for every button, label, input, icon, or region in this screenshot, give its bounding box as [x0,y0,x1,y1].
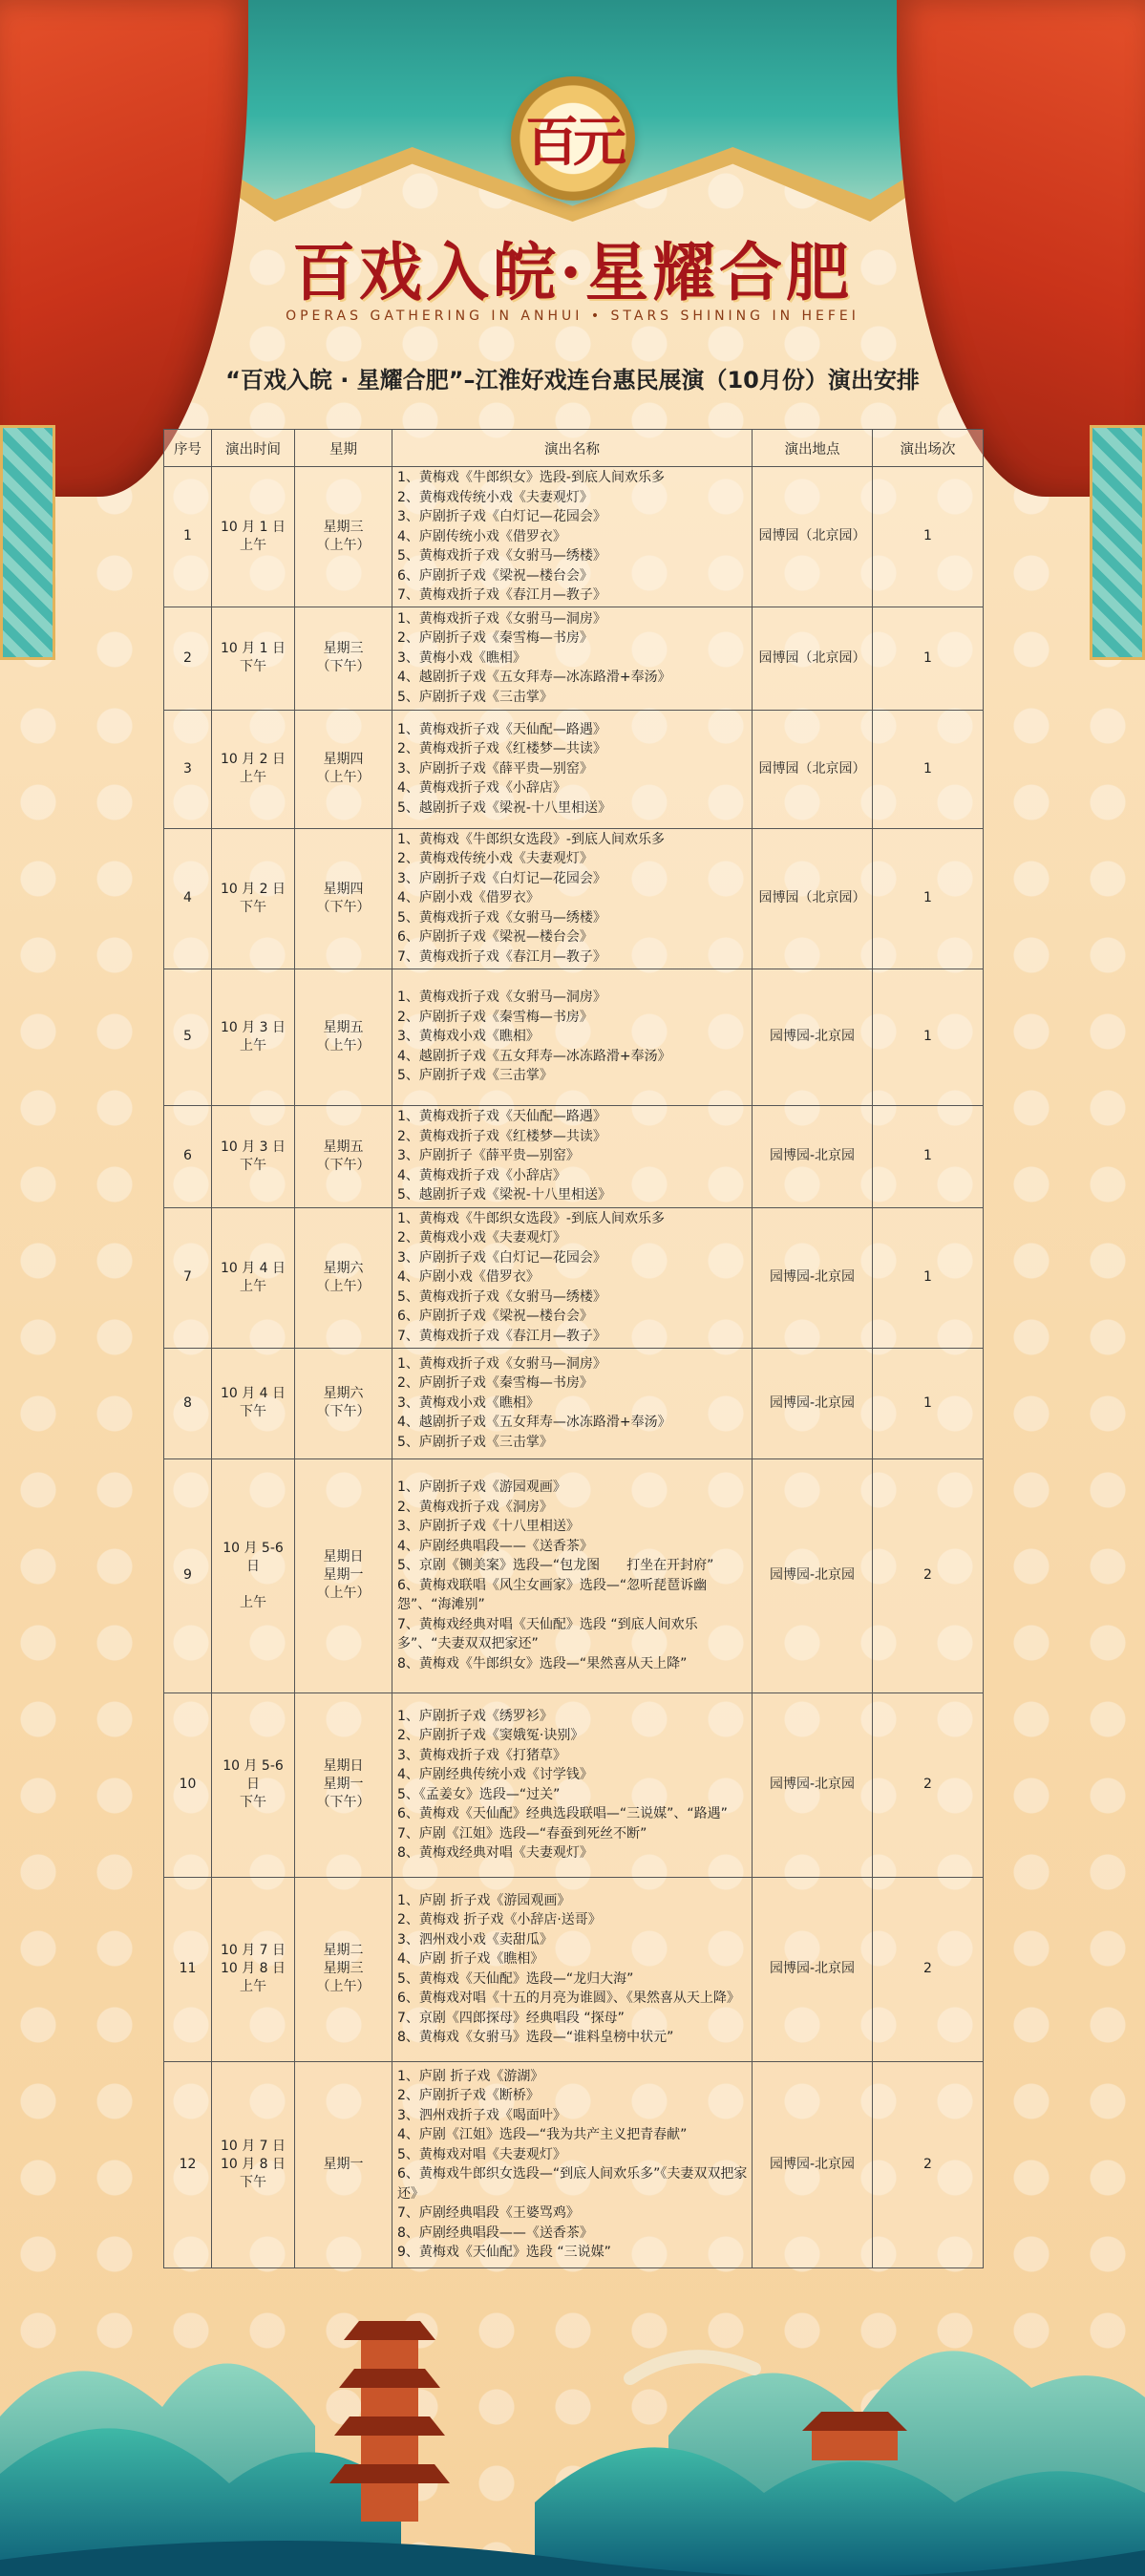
landscape-illustration [0,2273,1145,2576]
program-item: 3、黄梅戏折子戏《打猪草》 [397,1747,566,1763]
table-row [164,828,984,969]
program-item: 6、庐剧折子戏《梁祝—楼台会》 [397,929,593,946]
table-row [164,1692,984,1877]
weekday-line: （上午） [316,1586,371,1601]
program-item: 1、庐剧折子戏《游园观画》 [397,1480,566,1495]
weekday-cell [295,710,392,828]
weekday-line: 星期四 [323,752,364,767]
weekday-cell [295,1692,392,1877]
schedule-heading: “百戏入皖 · 星耀合肥”–江淮好戏连台惠民展演（10月份）演出安排 [225,367,920,394]
program-item: 9、黄梅戏《天仙配》选段 “三说媒” [397,2245,611,2260]
header-time: 演出时间 [212,430,295,467]
program-item: 2、黄梅戏折子戏《红楼梦—共读》 [397,741,606,757]
program-item: 3、泗州戏折子戏《喝面叶》 [397,2107,566,2123]
row-number-cell: 6 [164,1105,212,1207]
weekday-line: 星期日 [323,1758,364,1774]
program-item: 5、黄梅戏对唱《夫妻观灯》 [397,2146,566,2162]
program-item: 1、黄梅戏折子戏《女驸马—洞房》 [397,1355,606,1372]
program-item: 1、庐剧折子戏《绣罗衫》 [397,1708,553,1724]
opera-logo [511,76,635,201]
program-item: 5、黄梅戏折子戏《女驸马—绣楼》 [397,909,606,926]
time-line: 10 月 2 日 [220,752,286,767]
logo-text: 百元 [525,111,621,174]
program-item: 7、黄梅戏折子戏《春江月—教子》 [397,948,606,965]
program-item: 1、黄梅戏《牛郎织女选段》-到底人间欢乐多 [397,1210,665,1226]
program-item: 3、庐剧折子《薛平贵—别窑》 [397,1148,580,1164]
performance-time-cell [212,1458,295,1692]
table-row [164,969,984,1105]
time-line: 下午 [240,2174,266,2190]
schedule-table [163,429,984,2268]
weekday-cell [295,1348,392,1458]
program-item: 5、庐剧折子戏《三击掌》 [397,1434,553,1450]
program-item: 5、黄梅戏折子戏《女驸马—绣楼》 [397,1288,606,1305]
weekday-cell [295,1207,392,1348]
venue-cell: 园博园（北京园） [753,710,873,828]
weekday-line: 星期四 [323,881,364,897]
program-item: 2、黄梅戏小戏《夫妻观灯》 [397,1230,566,1246]
weekday-cell [295,1877,392,2061]
program-item: 4、庐剧经典唱段——《送香茶》 [397,1538,593,1554]
weekday-line: （上午） [316,1278,371,1294]
weekday-line: 星期一 [323,1567,364,1583]
weekday-line: 星期三 [323,641,364,656]
performance-time-cell [212,1877,295,2061]
show-count-cell: 1 [873,710,984,828]
time-line: 上午 [240,1278,266,1294]
program-item: 4、越剧折子戏《五女拜寿—冰冻路滑+奉汤》 [397,670,671,686]
program-item: 2、黄梅戏折子戏《红楼梦—共读》 [397,1128,606,1144]
time-line: 下午 [240,1157,266,1173]
program-item: 5、京剧《铡美案》选段—“包龙图 打坐在开封府” [397,1558,714,1573]
time-line: 10 月 2 日 [220,881,286,897]
time-line: 10 月 4 日 [220,1386,286,1401]
program-item: 1、黄梅戏折子戏《女驸马—洞房》 [397,610,606,627]
row-number-cell: 5 [164,969,212,1105]
row-number-cell: 9 [164,1458,212,1692]
program-list-cell [392,1348,753,1458]
weekday-cell [295,1105,392,1207]
weekday-line: 星期五 [323,1139,364,1155]
program-item: 4、越剧折子戏《五女拜寿—冰冻路滑+奉汤》 [397,1048,671,1064]
time-line: 10 月 3 日 [220,1139,286,1155]
page-title: 百戏入皖·星耀合肥 [292,235,853,309]
weekday-line: （上午） [316,770,371,785]
venue-cell: 园博园（北京园） [753,607,873,710]
program-list-cell [392,1105,753,1207]
table-row [164,1348,984,1458]
row-number-cell: 2 [164,607,212,710]
row-number-cell: 7 [164,1207,212,1348]
program-list-cell [392,607,753,710]
program-item: 2、庐剧折子戏《秦雪梅—书房》 [397,1375,593,1392]
time-line: 下午 [240,1795,266,1810]
time-line: 10 月 7 日 [220,1943,286,1958]
time-line: 10 月 5-6 [223,1758,284,1774]
program-item: 2、庐剧折子戏《窦娥冤·诀别》 [397,1728,584,1743]
performance-time-cell [212,1105,295,1207]
venue-cell: 园博园-北京园 [753,1207,873,1348]
program-item: 3、庐剧折子戏《白灯记—花园会》 [397,1249,606,1266]
weekday-line: 星期六 [323,1386,364,1401]
table-row [164,1105,984,1207]
weekday-cell [295,969,392,1105]
show-count-cell: 1 [873,607,984,710]
weekday-line: 星期日 [323,1549,364,1565]
weekday-line: 星期一 [323,1777,364,1792]
weekday-line: 星期三 [323,1961,364,1976]
side-pattern-left [0,425,55,660]
table-row [164,710,984,828]
performance-time-cell [212,969,295,1105]
english-subtitle: OPERAS GATHERING IN ANHUI • STARS SHINING IN HEFEI [286,309,859,324]
time-line: 上午 [240,1594,266,1610]
program-item: 3、黄梅戏小戏《瞧相》 [397,1394,540,1411]
header-program: 演出名称 [392,430,753,467]
mountains-pagoda-illustration [0,2273,1145,2576]
program-item: 4、黄梅戏折子戏《小辞店》 [397,780,566,797]
row-number-cell: 10 [164,1692,212,1877]
show-count-cell: 2 [873,1877,984,2061]
time-line: 上午 [240,537,266,553]
program-item: 6、庐剧折子戏《梁祝—楼台会》 [397,1309,593,1325]
row-number-cell: 12 [164,2061,212,2267]
program-item: 7、庐剧《江姐》选段—“春蚕到死丝不断” [397,1825,647,1842]
weekday-line: 星期五 [323,1019,364,1035]
performance-time-cell [212,1348,295,1458]
row-number-cell: 1 [164,467,212,607]
weekday-line: （下午） [316,899,371,915]
row-number-cell: 3 [164,710,212,828]
time-line: 10 月 1 日 [220,519,286,535]
time-line: 日 [246,1558,260,1574]
program-item: 2、庐剧折子戏《秦雪梅—书房》 [397,1009,593,1025]
program-item: 5、庐剧折子戏《三击掌》 [397,689,553,705]
program-item: 7、黄梅戏折子戏《春江月—教子》 [397,587,606,603]
program-item: 3、庐剧折子戏《白灯记—花园会》 [397,870,606,886]
weekday-line: （上午） [316,1037,371,1054]
header-count: 演出场次 [873,430,984,467]
program-item: 2、黄梅戏传统小戏《夫妻观灯》 [397,489,593,505]
program-item: 4、庐剧小戏《借罗衣》 [397,1269,540,1286]
program-list-cell [392,2061,753,2267]
program-item: 7、京剧《四郎探母》经典唱段 “探母” [397,2010,625,2026]
program-item: 4、庐剧传统小戏《借罗衣》 [397,528,566,544]
program-list-cell [392,969,753,1105]
row-number-cell: 4 [164,828,212,969]
program-item: 5、庐剧折子戏《三击掌》 [397,1068,553,1084]
program-item: 6、黄梅戏对唱《十五的月亮为谁圆》、《果然喜从天上降》 [397,1991,740,2006]
show-count-cell: 2 [873,1458,984,1692]
row-number-cell: 11 [164,1877,212,2061]
weekday-line: 星期六 [323,1260,364,1276]
program-item: 4、庐剧经典传统小戏《讨学钱》 [397,1767,593,1782]
program-item: 6、黄梅戏《天仙配》经典选段联唱—“三说媒”、“路遇” [397,1806,728,1821]
program-item: 3、庐剧折子戏《白灯记—花园会》 [397,509,606,524]
program-item: 8、黄梅戏经典对唱《夫妻观灯》 [397,1845,593,1861]
program-item: 3、黄梅小戏《瞧相》 [397,649,526,666]
program-item: 1、庐剧 折子戏《游园观画》 [397,1892,571,1908]
time-line: 下午 [240,899,266,915]
program-item: 4、庐剧《江姐》选段—“我为共产主义把青春献” [397,2127,688,2142]
weekday-cell [295,467,392,607]
weekday-line: （下午） [316,1157,371,1173]
program-item: 6、黄梅戏联唱《风尘女画家》选段—“忽听琵琶诉幽怨”、“海滩别” [397,1577,708,1612]
table-row [164,2061,984,2267]
program-list-cell [392,1877,753,2061]
venue-cell: 园博园（北京园） [753,467,873,607]
time-line: 10 月 8 日 [220,1961,286,1976]
table-row [164,1207,984,1348]
weekday-cell [295,1458,392,1692]
program-item: 3、庐剧折子戏《十八里相送》 [397,1519,580,1534]
performance-time-cell [212,710,295,828]
performance-time-cell [212,1692,295,1877]
program-item: 8、黄梅戏《牛郎织女》选段—“果然喜从天上降” [397,1655,688,1671]
program-item: 7、黄梅戏折子戏《春江月—教子》 [397,1328,606,1344]
program-item: 5、黄梅戏《天仙配》选段—“龙归大海” [397,1970,634,1987]
program-item: 1、黄梅戏折子戏《天仙配—路遇》 [397,721,606,737]
program-list-cell [392,1207,753,1348]
weekday-line: （上午） [316,537,371,553]
performance-time-cell [212,1207,295,1348]
time-line: 下午 [240,1404,266,1419]
program-item: 2、黄梅戏折子戏《洞房》 [397,1499,553,1515]
venue-cell: 园博园-北京园 [753,969,873,1105]
header-weekday: 星期 [295,430,392,467]
performance-time-cell [212,828,295,969]
weekday-line: 星期三 [323,519,364,535]
venue-cell: 园博园-北京园 [753,2061,873,2267]
header-no: 序号 [164,430,212,467]
side-pattern-right [1090,425,1145,660]
program-item: 1、黄梅戏折子戏《天仙配—路遇》 [397,1109,606,1125]
row-number-cell: 8 [164,1348,212,1458]
weekday-line: （下午） [316,1404,371,1419]
program-item: 5、《孟姜女》选段—“过关” [397,1786,561,1802]
time-line: 10 月 8 日 [220,2156,286,2172]
program-item: 5、越剧折子戏《梁祝-十八里相送》 [397,1187,611,1203]
program-item: 6、黄梅戏牛郎织女选段—“到底人间欢乐多”《夫妻双双把家还》 [397,2166,748,2202]
time-line: 10 月 4 日 [220,1260,286,1276]
weekday-cell [295,2061,392,2267]
table-row [164,467,984,607]
weekday-line: 星期一 [323,2156,364,2172]
show-count-cell: 1 [873,1348,984,1458]
program-item: 1、黄梅戏《牛郎织女》选段-到底人间欢乐多 [397,470,665,485]
program-list-cell [392,467,753,607]
table-row [164,1877,984,2061]
program-item: 2、黄梅戏传统小戏《夫妻观灯》 [397,851,593,867]
time-line: 10 月 1 日 [220,641,286,656]
show-count-cell: 1 [873,969,984,1105]
time-line: 10 月 3 日 [220,1019,286,1035]
table-row [164,1458,984,1692]
program-item: 3、黄梅戏小戏《瞧相》 [397,1029,540,1045]
program-item: 1、黄梅戏《牛郎织女选段》-到底人间欢乐多 [397,831,665,847]
program-item: 2、庐剧折子戏《断桥》 [397,2088,540,2103]
performance-time-cell [212,2061,295,2267]
program-item: 5、黄梅戏折子戏《女驸马—绣楼》 [397,548,606,564]
program-item: 4、黄梅戏折子戏《小辞店》 [397,1167,566,1183]
time-line: 上午 [240,1979,266,1994]
weekday-cell [295,607,392,710]
show-count-cell: 1 [873,828,984,969]
schedule-body [164,467,984,2268]
weekday-line: （下午） [316,1795,371,1810]
weekday-line: （上午） [316,1979,371,1994]
time-line: 10 月 7 日 [220,2138,286,2154]
performance-time-cell [212,607,295,710]
table-header-row [164,430,984,467]
program-item: 7、庐剧经典唱段《王婆骂鸡》 [397,2205,580,2221]
venue-cell: 园博园-北京园 [753,1458,873,1692]
program-list-cell [392,1692,753,1877]
program-item: 2、庐剧折子戏《秦雪梅—书房》 [397,630,593,647]
time-line: 上午 [240,770,266,785]
program-item: 4、庐剧 折子戏《瞧相》 [397,1951,544,1967]
program-item: 1、庐剧 折子戏《游湖》 [397,2068,544,2084]
program-item: 4、越剧折子戏《五女拜寿—冰冻路滑+奉汤》 [397,1415,671,1431]
show-count-cell: 1 [873,1207,984,1348]
performance-time-cell [212,467,295,607]
header-venue: 演出地点 [753,430,873,467]
show-count-cell: 1 [873,1105,984,1207]
program-item: 2、黄梅戏 折子戏《小辞店·送哥》 [397,1912,602,1927]
program-item: 3、庐剧折子戏《薛平贵—别窑》 [397,760,593,777]
show-count-cell: 1 [873,467,984,607]
venue-cell: 园博园-北京园 [753,1877,873,2061]
program-item: 7、黄梅戏经典对唱《天仙配》选段 “到底人间欢乐多”、“夫妻双双把家还” [397,1616,698,1651]
time-line: 日 [246,1777,260,1792]
program-item: 6、庐剧折子戏《梁祝—楼台会》 [397,567,593,584]
venue-cell: 园博园-北京园 [753,1348,873,1458]
program-item: 3、泗州戏小戏《卖甜瓜》 [397,1931,553,1948]
time-line: 上午 [240,1037,266,1054]
table-row [164,607,984,710]
weekday-line: （下午） [316,659,371,674]
show-count-cell: 2 [873,2061,984,2267]
program-item: 8、庐剧经典唱段——《送香茶》 [397,2225,593,2241]
program-item: 8、黄梅戏《女驸马》选段—“谁料皇榜中状元” [397,2030,674,2045]
weekday-cell [295,828,392,969]
program-item: 5、越剧折子戏《梁祝-十八里相送》 [397,799,611,816]
venue-cell: 园博园-北京园 [753,1105,873,1207]
venue-cell: 园博园-北京园 [753,1692,873,1877]
time-line [212,1576,294,1594]
program-list-cell [392,828,753,969]
show-count-cell: 2 [873,1692,984,1877]
program-list-cell [392,710,753,828]
time-line: 10 月 5-6 [223,1540,284,1556]
program-item: 4、庐剧小戏《借罗衣》 [397,890,540,906]
program-list-cell [392,1458,753,1692]
time-line: 下午 [240,659,266,674]
weekday-line: 星期二 [323,1943,364,1958]
program-item: 1、黄梅戏折子戏《女驸马—洞房》 [397,990,606,1006]
venue-cell: 园博园（北京园） [753,828,873,969]
